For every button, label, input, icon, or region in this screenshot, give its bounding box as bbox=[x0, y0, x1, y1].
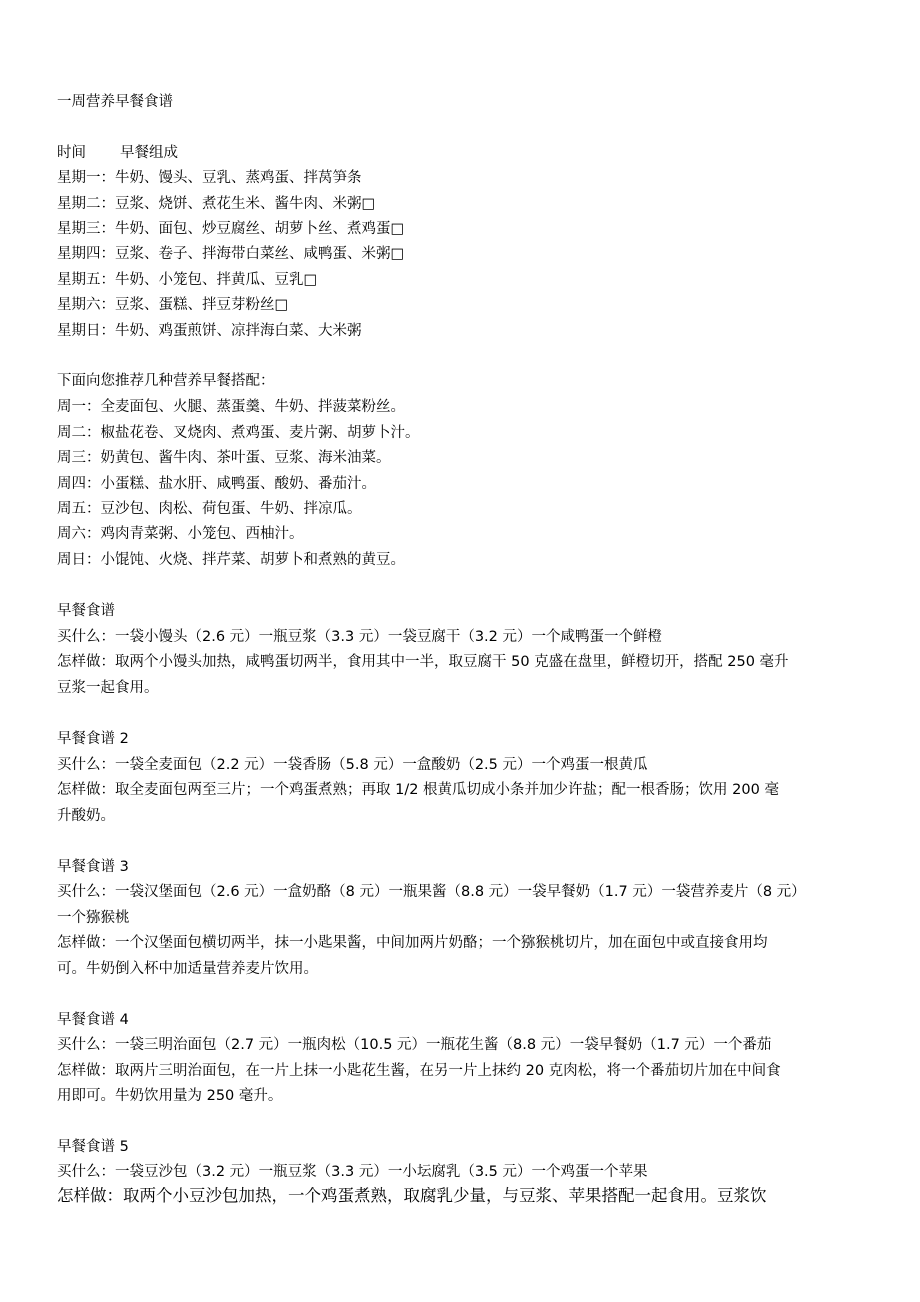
header-time: 时间 bbox=[57, 145, 86, 161]
recipe-buy-cont: 一个猕猴桃 bbox=[57, 910, 130, 926]
recommend-item: 周五：豆沙包、肉松、荷包蛋、牛奶、拌凉瓜。 bbox=[57, 501, 362, 517]
weekly-row: 星期三：牛奶、面包、炒豆腐丝、胡萝卜丝、煮鸡蛋□ bbox=[57, 221, 405, 237]
recipe-how: 怎样做：取两个小豆沙包加热，一个鸡蛋煮熟，取腐乳少量，与豆浆、苹果搭配一起食用。豆浆饮 bbox=[57, 1186, 767, 1205]
recipe-buy: 买什么：一袋小馒头（2.6 元）一瓶豆浆（3.3 元）一袋豆腐干（3.2 元）一个咸鸭蛋一个鲜橙 bbox=[57, 629, 663, 645]
recommend-item: 周一：全麦面包、火腿、蒸蛋羹、牛奶、拌菠菜粉丝。 bbox=[57, 399, 405, 415]
recipe-title: 早餐食谱 5 bbox=[57, 1139, 129, 1155]
recipe-how: 升酸奶。 bbox=[57, 808, 115, 824]
document-title: 一周营养早餐食谱 bbox=[57, 94, 173, 110]
recipe-title: 早餐食谱 2 bbox=[57, 731, 129, 747]
recipe-how: 怎样做：一个汉堡面包横切两半，抹一小匙果酱，中间加两片奶酪；一个猕猴桃切片，加在面包中或直接食用均 bbox=[57, 935, 768, 951]
recipe-buy: 买什么：一袋全麦面包（2.2 元）一袋香肠（5.8 元）一盒酸奶（2.5 元）一个鸡蛋一根黄瓜 bbox=[57, 757, 648, 773]
recipe-buy: 买什么：一袋豆沙包（3.2 元）一瓶豆浆（3.3 元）一小坛腐乳（3.5 元）一个鸡蛋一个苹果 bbox=[57, 1164, 648, 1180]
recipe-title: 早餐食谱 bbox=[57, 603, 115, 619]
recommend-item: 周四：小蛋糕、盐水肝、咸鸭蛋、酸奶、番茄汁。 bbox=[57, 476, 376, 492]
recommend-item: 周二：椒盐花卷、叉烧肉、煮鸡蛋、麦片粥、胡萝卜汁。 bbox=[57, 425, 420, 441]
recipe-how: 用即可。牛奶饮用量为 250 毫升。 bbox=[57, 1088, 283, 1104]
recommend-item: 周三：奶黄包、酱牛肉、茶叶蛋、豆浆、海米油菜。 bbox=[57, 450, 391, 466]
recipe-how: 怎样做：取两片三明治面包，在一片上抹一小匙花生酱，在另一片上抹约 20 克肉松，将一个番茄切片加在中间食 bbox=[57, 1063, 781, 1079]
weekly-row: 星期二：豆浆、烧饼、煮花生米、酱牛肉、米粥□ bbox=[57, 196, 376, 212]
recommend-item: 周六：鸡肉青菜粥、小笼包、西柚汁。 bbox=[57, 526, 304, 542]
recipe-how: 豆浆一起食用。 bbox=[57, 680, 159, 696]
recipe-how: 怎样做：取全麦面包两至三片；一个鸡蛋煮熟；再取 1/2 根黄瓜切成小条并加少许盐；配一根香肠；饮用 200 毫 bbox=[57, 782, 779, 798]
weekly-table-header bbox=[57, 143, 178, 163]
recipe-buy: 买什么：一袋三明治面包（2.7 元）一瓶肉松（10.5 元）一瓶花生酱（8.8 元）一袋早餐奶（1.7 元）一个番茄 bbox=[57, 1037, 772, 1053]
recipe-how: 怎样做：取两个小馒头加热，咸鸭蛋切两半，食用其中一半，取豆腐干 50 克盛在盘里，鲜橙切开，搭配 250 毫升 bbox=[57, 654, 789, 670]
header-breakfast: 早餐组成 bbox=[120, 145, 178, 161]
recipe-how: 可。牛奶倒入杯中加适量营养麦片饮用。 bbox=[57, 961, 318, 977]
recipe-title: 早餐食谱 3 bbox=[57, 859, 129, 875]
recommend-item: 周日：小馄饨、火烧、拌芹菜、胡萝卜和煮熟的黄豆。 bbox=[57, 552, 405, 568]
recipe-buy: 买什么：一袋汉堡面包（2.6 元）一盒奶酪（8 元）一瓶果酱（8.8 元）一袋早餐奶（1.7 元）一袋营养麦片（8 元） bbox=[57, 884, 806, 900]
recipe-title: 早餐食谱 4 bbox=[57, 1012, 129, 1028]
weekly-row: 星期四：豆浆、卷子、拌海带白菜丝、咸鸭蛋、米粥□ bbox=[57, 246, 405, 262]
weekly-row: 星期一：牛奶、馒头、豆乳、蒸鸡蛋、拌莴笋条 bbox=[57, 170, 362, 186]
weekly-row: 星期日：牛奶、鸡蛋煎饼、凉拌海白菜、大米粥 bbox=[57, 323, 362, 339]
weekly-row: 星期六：豆浆、蛋糕、拌豆芽粉丝□ bbox=[57, 297, 289, 313]
recommend-intro: 下面向您推荐几种营养早餐搭配： bbox=[57, 373, 275, 389]
weekly-row: 星期五：牛奶、小笼包、拌黄瓜、豆乳□ bbox=[57, 272, 318, 288]
